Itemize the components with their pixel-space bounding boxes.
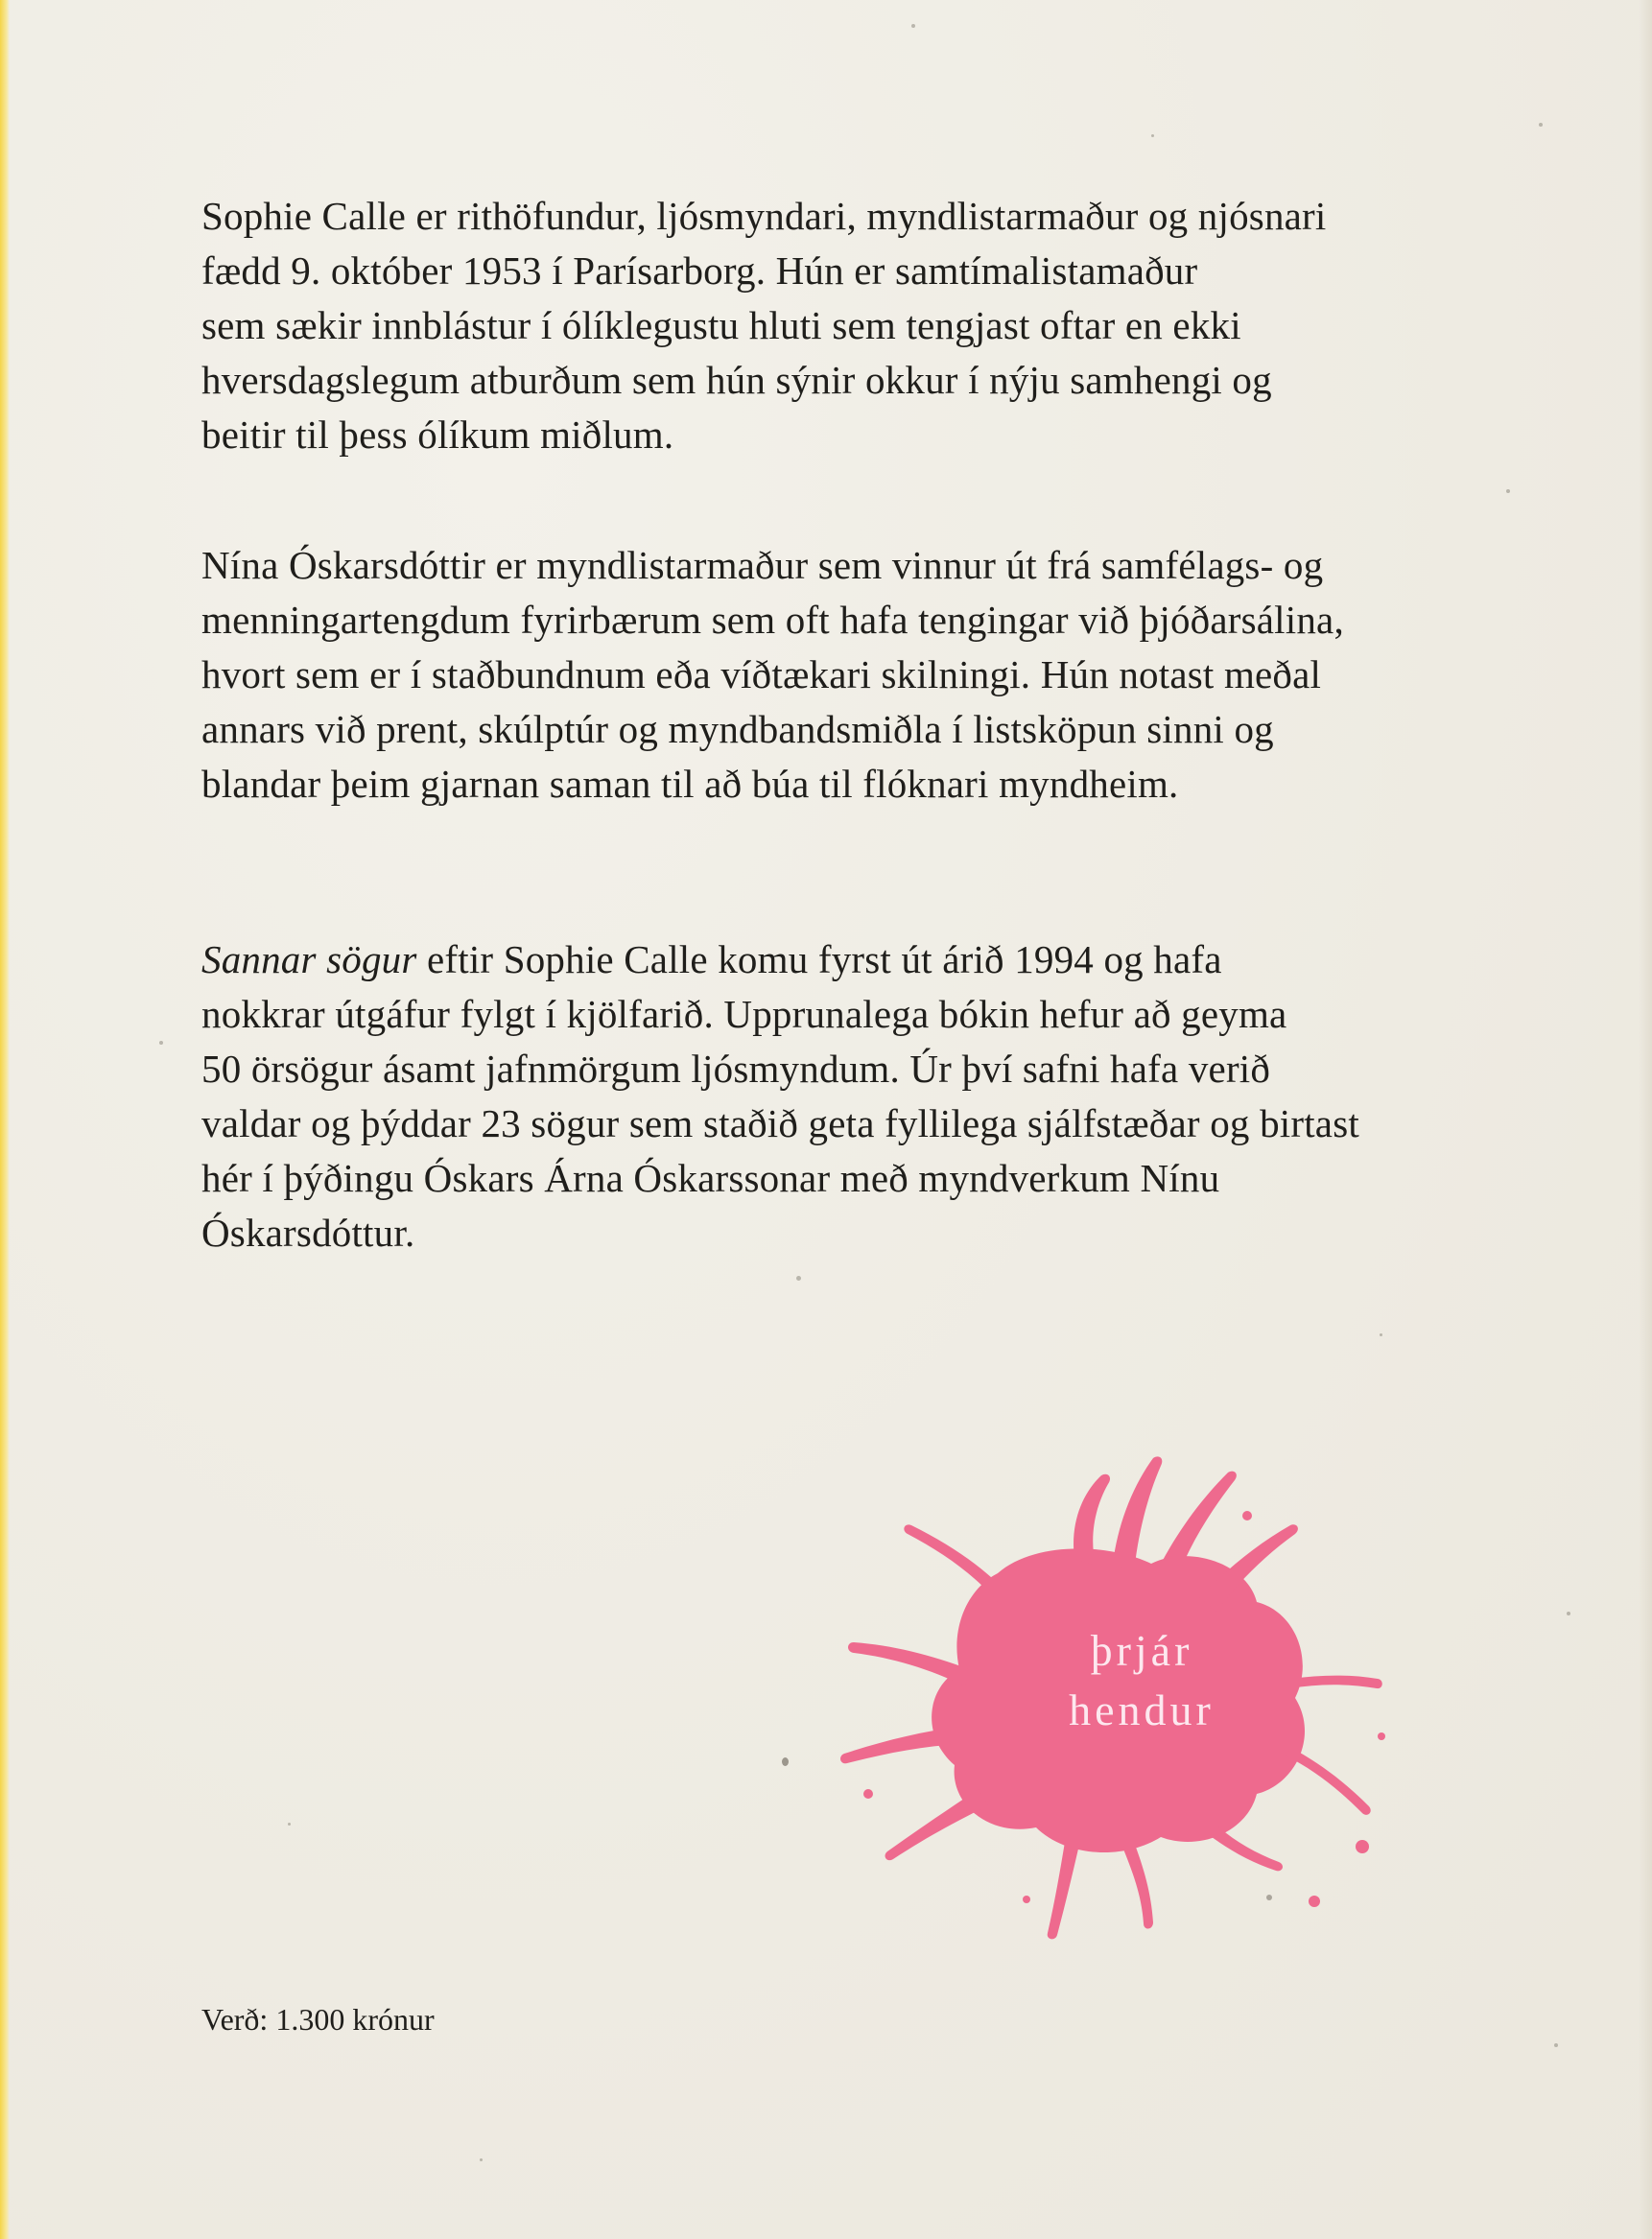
yellow-page-edge: [0, 0, 10, 2239]
text-line: beitir til þess ólíkum miðlum.: [201, 412, 674, 457]
paper-speck: [159, 1041, 163, 1045]
text-line: hversdagslegum atburðum sem hún sýnir okkur í nýju samhengi og: [201, 358, 1272, 402]
logo-line-1: þrjár: [1090, 1626, 1193, 1675]
text-line: Óskarsdóttur.: [201, 1211, 415, 1255]
text-line: hér í þýðingu Óskars Árna Óskarssonar með myndverkum Nínu: [201, 1156, 1220, 1200]
paper-speck: [782, 1757, 789, 1766]
text-line: menningartengdum fyrirbærum sem oft hafa tengingar við þjóðarsálina,: [201, 598, 1344, 642]
paper-speck: [1151, 134, 1154, 137]
text-line: nokkrar útgáfur fylgt í kjölfarið. Upprunalega bókin hefur að geyma: [201, 992, 1287, 1036]
logo-line-2: hendur: [1069, 1685, 1215, 1734]
right-page-edge: [1639, 0, 1652, 2239]
text-line: 50 örsögur ásamt jafnmörgum ljósmyndum. Úr því safni hafa verið: [201, 1047, 1271, 1091]
paragraph-author-bio: [201, 189, 1564, 462]
paragraph-book-description: [201, 932, 1564, 1261]
paper-speck: [1506, 489, 1510, 493]
paper-speck: [480, 2158, 483, 2161]
text-line: Nína Óskarsdóttir er myndlistarmaður sem vinnur út frá samfélags- og: [201, 543, 1324, 587]
text-line: valdar og þýddar 23 sögur sem staðið geta fyllilega sjálfstæðar og birtast: [201, 1101, 1359, 1145]
price-label: Verð: 1.300 krónur: [201, 2002, 435, 2037]
text-line: annars við prent, skúlptúr og myndbandsmiðla í listsköpun sinni og: [201, 707, 1274, 751]
paper-speck: [1567, 1612, 1570, 1615]
paper-speck: [911, 24, 915, 28]
text-line: blandar þeim gjarnan saman til að búa til flóknari myndheim.: [201, 762, 1179, 806]
paper-speck: [1539, 123, 1543, 127]
paper-speck: [288, 1823, 291, 1826]
text-line: fædd 9. október 1953 í Parísarborg. Hún er samtímalistamaður: [201, 248, 1198, 293]
paper-speck: [1380, 1333, 1382, 1336]
publisher-logo-text: [998, 1621, 1286, 1740]
paper-speck: [796, 1276, 801, 1281]
text-line: hvort sem er í staðbundnum eða víðtækari skilningi. Hún notast meðal: [201, 652, 1322, 696]
text-line: Sophie Calle er rithöfundur, ljósmyndari, myndlistarmaður og njósnari: [201, 194, 1327, 238]
paper-speck: [1554, 2043, 1558, 2047]
paragraph-illustrator-bio: [201, 538, 1564, 812]
text-line: [201, 932, 1564, 987]
text-line-rest: eftir Sophie Calle komu fyrst út árið 1994 og hafa: [416, 937, 1222, 981]
text-line: sem sækir innblástur í ólíklegustu hluti sem tengjast oftar en ekki: [201, 303, 1241, 347]
book-title: Sannar sögur: [201, 937, 417, 981]
